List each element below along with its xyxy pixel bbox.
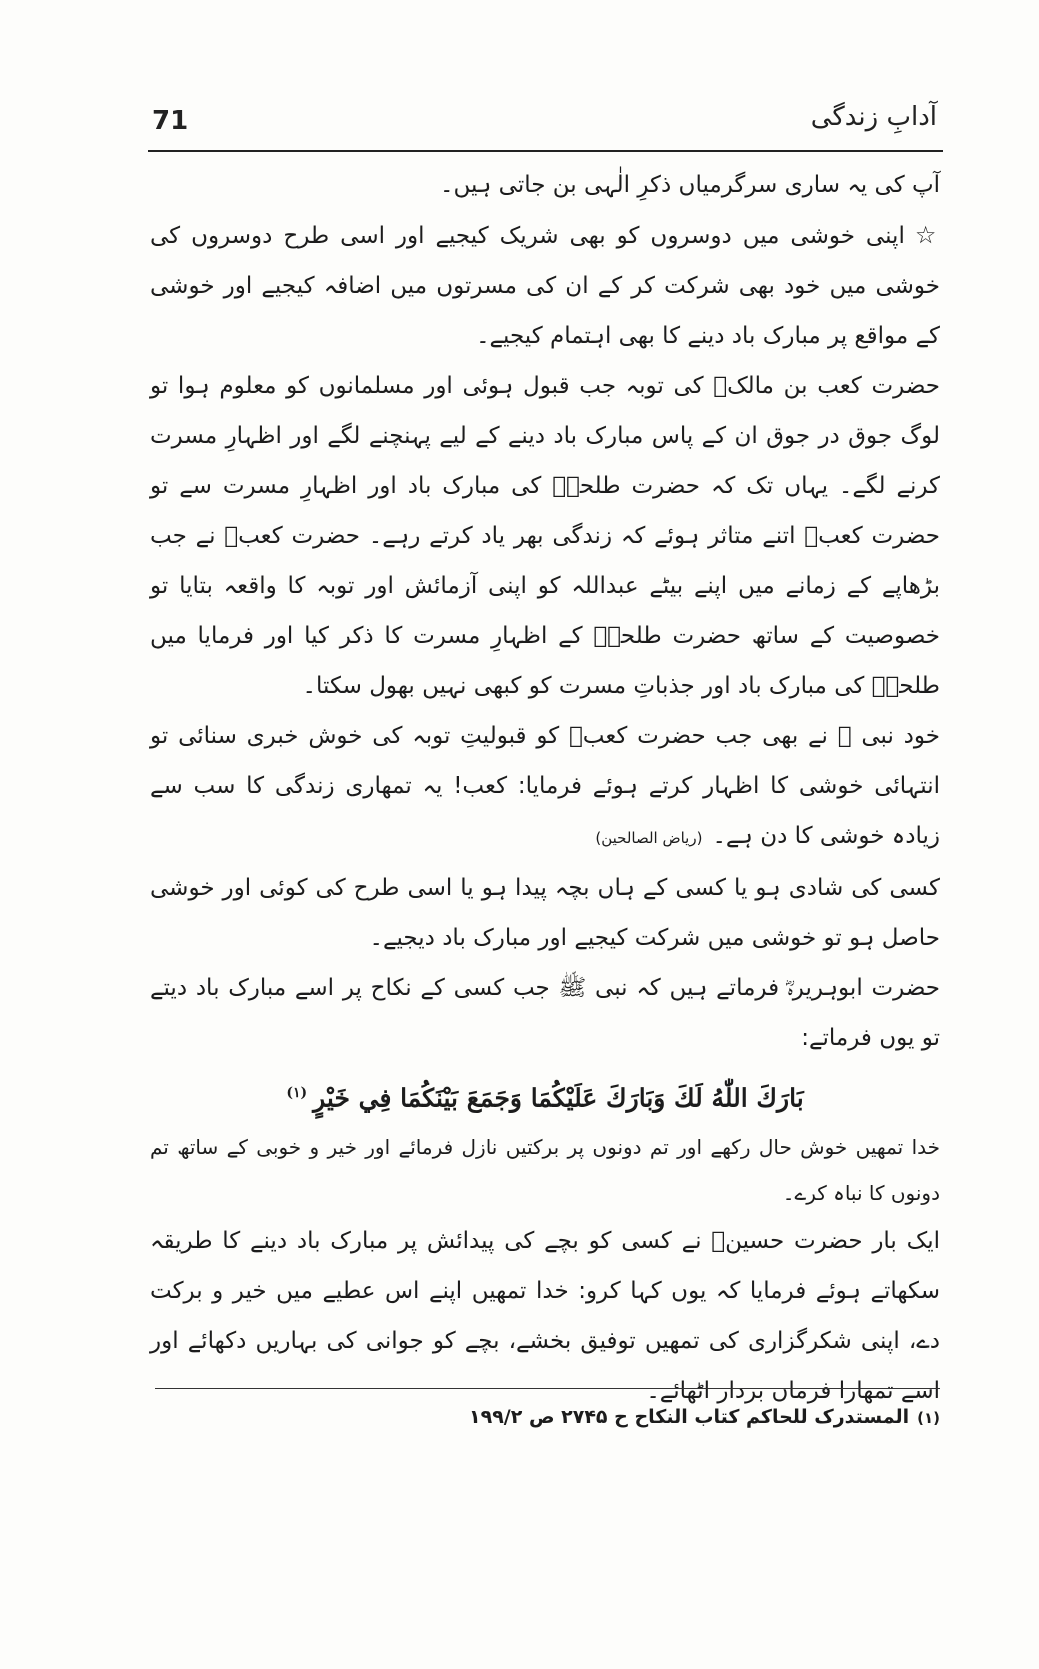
footnote — [150, 1400, 940, 1435]
paragraph — [150, 1216, 940, 1416]
arabic-text: بَارَكَ اللّٰهُ لَكَ وَبَارَكَ عَلَيْكُمَا وَجَمَعَ بَيْنَكُمَا فِي خَيْرٍ — [313, 1083, 804, 1113]
paragraph — [150, 361, 940, 711]
paragraph — [150, 963, 940, 1063]
arabic-supplication — [150, 1067, 940, 1124]
paragraph-text: حضرت ابوہریرہؓ فرماتے ہیں کہ نبی ﷺ جب کسی کے نکاح پر اسے مبارک باد دیتے تو یوں فرماتے: — [150, 975, 940, 1051]
star-bullet-icon: ☆ — [914, 221, 940, 249]
header-rule — [148, 150, 943, 152]
translation-text: خدا تمھیں خوش حال رکھے اور تم دونوں پر برکتیں نازل فرمائے اور خیر و خوبی کے ساتھ تم دونوں کا نباہ کرے۔ — [150, 1135, 940, 1206]
paragraph — [150, 863, 940, 963]
citation: (ریاض الصالحین) — [595, 829, 703, 847]
running-title: آدابِ زندگی — [810, 102, 937, 132]
paragraph-text: خود نبی ﷺ نے بھی جب حضرت کعبؓ کو قبولیتِ توبہ کی خوش خبری سنائی تو انتہائی خوشی کا اظہار کرتے ہوئے فرمایا: کعب! یہ تمھاری زندگی کا سب سے زیادہ خوشی کا دن ہے۔ — [150, 723, 940, 849]
page-body — [150, 160, 940, 1416]
paragraph — [150, 711, 940, 863]
bullet-paragraph — [150, 210, 940, 361]
footnote-text: المستدرک للحاکم کتاب النکاح ح ۲۷۴۵ ص ۱۹۹/۲ — [469, 1406, 910, 1428]
supplication-translation — [150, 1124, 940, 1216]
paragraph-text: کسی کی شادی ہو یا کسی کے ہاں بچہ پیدا ہو یا اسی طرح کی کوئی اور خوشی حاصل ہو تو خوشی میں شرکت کیجیے اور مبارک باد دیجیے۔ — [150, 875, 940, 951]
paragraph-text: آپ کی یہ ساری سرگرمیاں ذکرِ الٰہی بن جاتی ہیں۔ — [439, 172, 940, 198]
paragraph-text: حضرت کعب بن مالکؓ کی توبہ جب قبول ہوئی اور مسلمانوں کو معلوم ہوا تو لوگ جوق در جوق ان کے پاس مبارک باد دینے کے لیے پہنچنے لگے اور اظہارِ مسرت کرنے لگے۔ یہاں تک کہ حضرت طلحہؓ کی مبارک باد اور اظہارِ مسرت سے تو حضرت کعبؓ اتنے متاثر ہوئے کہ زندگی بھر یاد کرتے رہے۔ حضرت کعبؓ نے جب بڑھاپے کے زمانے میں اپنے بیٹے عبداللہ کو اپنی آزمائش اور توبہ کا واقعہ بتایا تو خصوصیت کے ساتھ حضرت طلحہؓ کے اظہارِ مسرت کا ذکر کیا اور فرمایا میں طلحہؓ کی مبارک باد اور جذباتِ مسرت کو کبھی نہیں بھول سکتا۔ — [150, 373, 940, 699]
page-number: 71 — [152, 106, 189, 136]
page-header — [148, 100, 943, 152]
footnote-marker: (۱) — [286, 1085, 308, 1101]
footnote-rule — [155, 1388, 940, 1389]
paragraph — [150, 160, 940, 210]
paragraph-text: اپنی خوشی میں دوسروں کو بھی شریک کیجیے اور اسی طرح دوسروں کی خوشی میں خود بھی شرکت کر کے ان کی مسرتوں میں اضافہ کیجیے اور خوشی کے مواقع پر مبارک باد دینے کا بھی اہتمام کیجیے۔ — [150, 223, 940, 349]
paragraph-text: ایک بار حضرت حسینؓ نے کسی کو بچے کی پیدائش پر مبارک باد دینے کا طریقہ سکھاتے ہوئے فرمایا کہ یوں کہا کرو: خدا تمھیں اپنے اس عطیے میں خیر و برکت دے، اپنی شکرگزاری کی تمھیں توفیق بخشے، بچے کو جوانی کی بہاریں دکھائے اور اسے تمھارا فرماں بردار اٹھائے۔ — [150, 1228, 940, 1405]
footnote-number: (۱) — [917, 1409, 940, 1427]
